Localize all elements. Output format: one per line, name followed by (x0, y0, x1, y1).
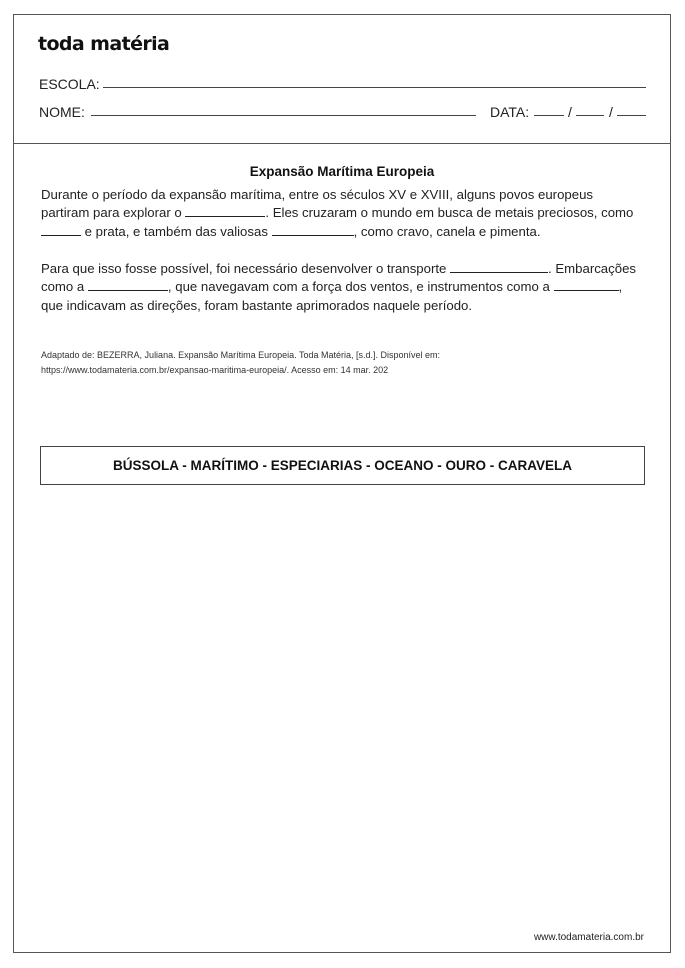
worksheet-frame (13, 14, 671, 953)
name-label: NOME: (39, 104, 85, 120)
footer-url: www.todamateria.com.br (533, 932, 644, 943)
blank-3[interactable] (272, 224, 354, 236)
source-line: https://www.todamateria.com.br/expansao-maritima-europeia/. Acesso em: 14 mar. 202 (41, 364, 389, 375)
word-bank: BÚSSOLA - MARÍTIMO - ESPECIARIAS - OCEANO - OURO - CARAVELA (40, 446, 645, 485)
date-month-field[interactable] (576, 115, 604, 116)
paragraph-text: e prata, e também das valiosas (81, 223, 272, 239)
paragraph-text: , como cravo, canela e pimenta. (353, 223, 541, 239)
logo: toda matéria (38, 33, 170, 55)
date-label: DATA: (490, 104, 530, 120)
worksheet-title: Expansão Marítima Europeia (249, 164, 435, 179)
date-year-field[interactable] (617, 115, 646, 116)
date-separator: / (609, 104, 613, 120)
header-divider (14, 143, 670, 144)
blank-4[interactable] (450, 261, 548, 273)
blank-2[interactable] (41, 224, 81, 236)
source-citation (41, 348, 641, 377)
paragraph-text: , que navegavam com a força dos ventos, e instrumentos como a (167, 279, 554, 295)
paragraph-text: Durante o período da expansão marítima, entre os séculos XV e XVIII, alguns povos europeus partiram para explorar o (41, 187, 594, 221)
blank-6[interactable] (554, 279, 619, 291)
source-line: Adaptado de: BEZERRA, Juliana. Expansão Marítima Europeia. Toda Matéria, [s.d.]. Disponível em: (41, 350, 441, 360)
blank-1[interactable] (185, 205, 265, 217)
paragraph-2 (41, 260, 641, 315)
name-field[interactable] (91, 115, 476, 116)
paragraph-text: . Embarcações como a (41, 261, 637, 295)
paragraph-text: . Eles cruzaram o mundo em busca de metais preciosos, como (265, 205, 634, 221)
paragraph-text: , que indicavam as direções, foram bastante aprimorados naquele período. (41, 279, 623, 313)
paragraph-text: Para que isso fosse possível, foi necessário desenvolver o transporte (41, 261, 451, 276)
blank-5[interactable] (88, 279, 168, 291)
school-label: ESCOLA: (39, 76, 100, 92)
paragraph-1 (41, 186, 641, 241)
school-field[interactable] (103, 87, 646, 88)
date-day-field[interactable] (534, 115, 564, 116)
date-separator: / (568, 104, 572, 120)
